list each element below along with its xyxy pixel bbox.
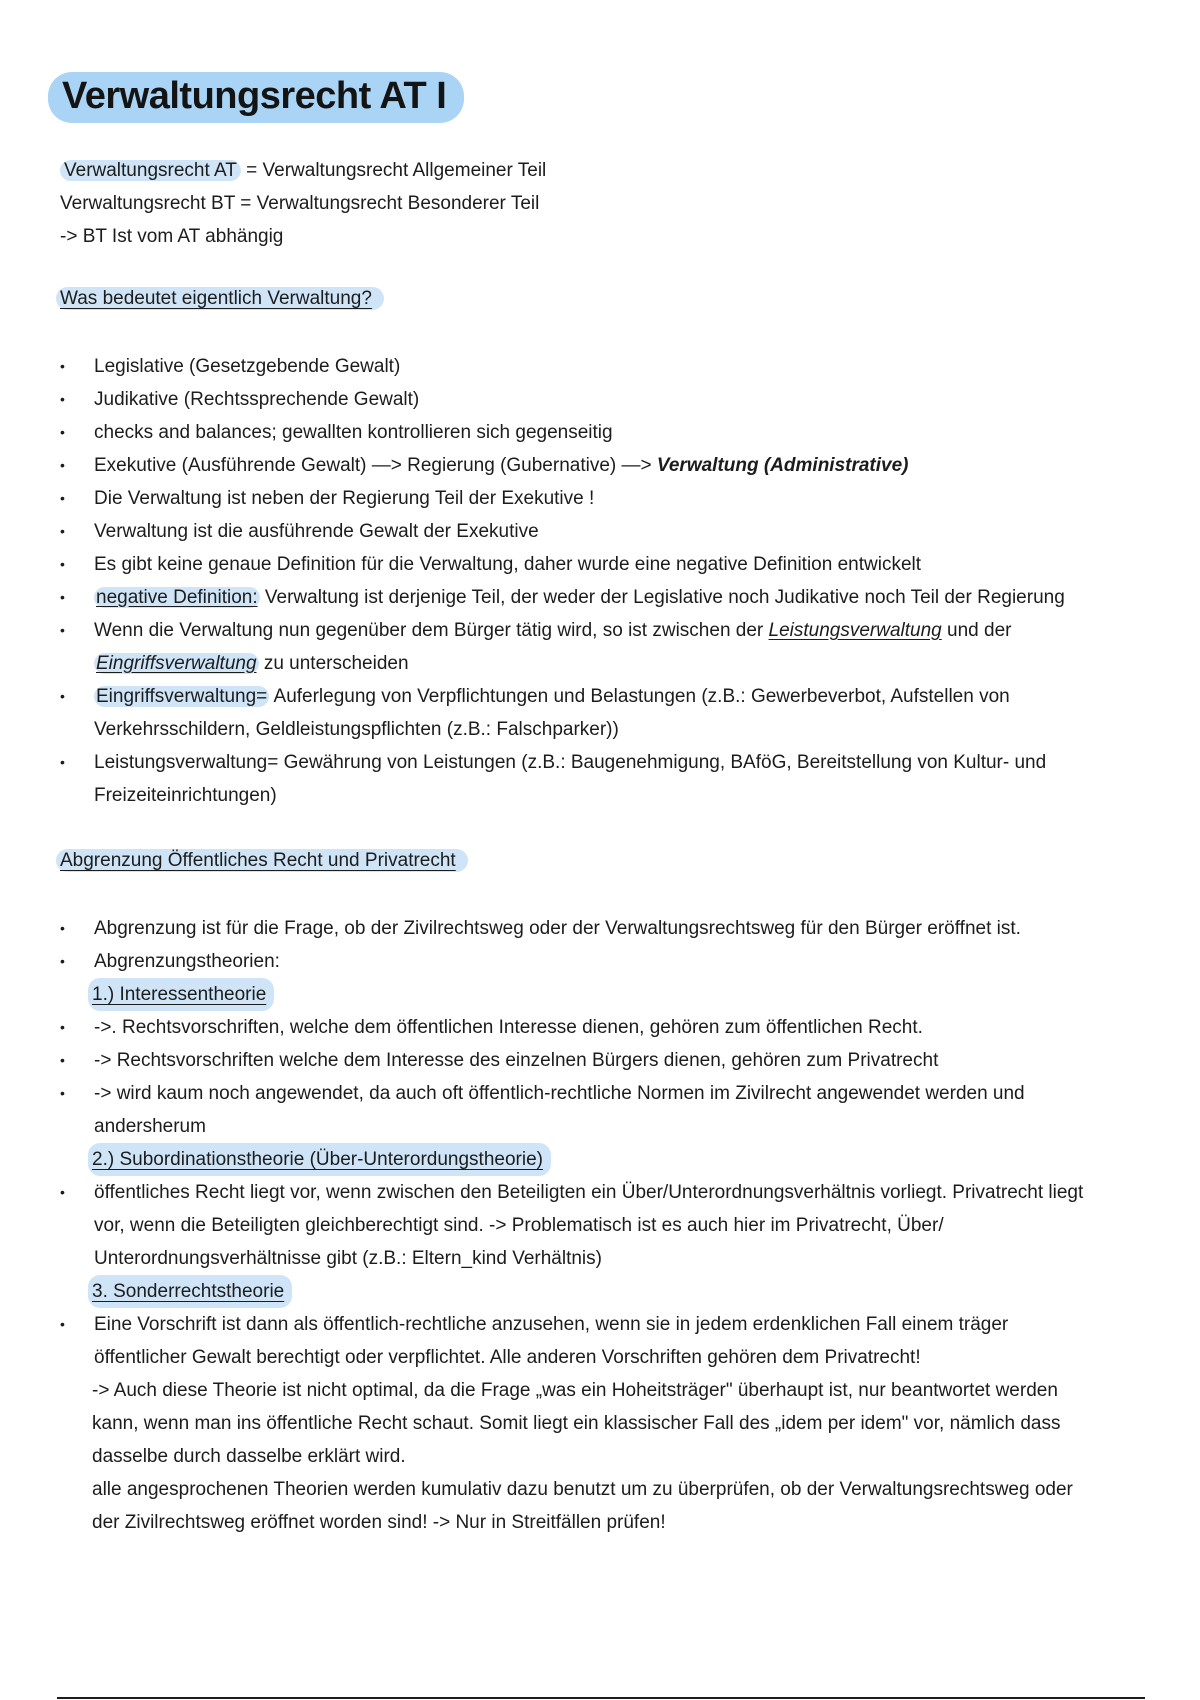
bt-definition: = Verwaltungsrecht Besonderer Teil bbox=[240, 193, 540, 214]
bottom-divider bbox=[57, 1697, 1145, 1699]
sonderrechtstheorie-critique: -> Auch diese Theorie ist nicht optimal, da die Frage „was ein Hoheitsträger" überhaupt ist, nur beantwortet werden kann, wenn man ins öffentliche Recht schaut. Somit liegt ein klassischer Fall des „idem per idem" vor, nämlich dass dasselbe durch dasselbe erklärt wird. bbox=[92, 1380, 1061, 1467]
list-item: • Die Verwaltung ist neben der Regierung Teil der Exekutive ! bbox=[60, 488, 595, 509]
list-item: • checks and balances; gewallten kontrollieren sich gegenseitig bbox=[60, 422, 613, 443]
theory-heading-subordinationstheorie: 2.) Subordinationstheorie (Über-Unterordungstheorie) bbox=[60, 1143, 1140, 1176]
title-block bbox=[48, 72, 464, 123]
list-item: • Exekutive (Ausführende Gewalt) —> Regierung (Gubernative) —> Verwaltung (Administrative) bbox=[60, 455, 909, 476]
bt-term: Verwaltungsrecht BT bbox=[60, 193, 235, 214]
list-item: • Abgrenzung ist für die Frage, ob der Zivilrechtsweg oder der Verwaltungsrechtsweg für den Bürger eröffnet ist. bbox=[60, 918, 1021, 939]
at-term: Verwaltungsrecht AT bbox=[60, 160, 241, 181]
verwaltung-bullet-list bbox=[60, 350, 1140, 812]
eingriffsverwaltung-definition-term: Eingriffsverwaltung= bbox=[96, 686, 268, 707]
list-item: • -> wird kaum noch angewendet, da auch oft öffentlich-rechtliche Normen im Zivilrecht angewendet werden und andersherum bbox=[60, 1083, 1025, 1137]
list-item: • Eingriffsverwaltung= Auferlegung von Verpflichtungen und Belastungen (z.B.: Gewerbeverbot, Aufstellen von Verkehrsschildern, Geldleistungspflichten (z.B.: Falschparker)) bbox=[60, 686, 1010, 740]
abbreviation-block bbox=[60, 154, 546, 253]
list-item: • Verwaltung ist die ausführende Gewalt der Exekutive bbox=[60, 521, 539, 542]
section-heading-verwaltung: Was bedeutet eigentlich Verwaltung? bbox=[60, 288, 384, 310]
list-item: • Es gibt keine genaue Definition für die Verwaltung, daher wurde eine negative Definition entwickelt bbox=[60, 554, 922, 575]
conclusion-paragraph: alle angesprochenen Theorien werden kumulativ dazu benutzt um zu überprüfen, ob der Verwaltungsrechtsweg oder der Zivilrechtsweg eröffnet worden sind! -> Nur in Streitfällen prüfen! bbox=[92, 1479, 1073, 1533]
theory-heading-sonderrechtstheorie: 3. Sonderrechtstheorie bbox=[60, 1275, 1140, 1308]
list-item: • Leistungsverwaltung= Gewährung von Leistungen (z.B.: Baugenehmigung, BAföG, Bereitstellung von Kultur- und Freizeiteinrichtungen) bbox=[60, 752, 1047, 806]
list-item: • ->. Rechtsvorschriften, welche dem öffentlichen Interesse dienen, gehören zum öffentlichen Recht. bbox=[60, 1017, 923, 1038]
theory-heading-interessentheorie: 1.) Interessentheorie bbox=[60, 978, 1140, 1011]
list-item: • Legislative (Gesetzgebende Gewalt) bbox=[60, 356, 401, 377]
list-item: • Eine Vorschrift ist dann als öffentlich-rechtliche anzusehen, wenn sie in jedem erdenklichen Fall einem träger öffentlicher Gewalt berechtigt oder verpflichtet. Alle anderen Vorschriften gehören dem Privatrecht! bbox=[60, 1314, 1009, 1368]
section-heading-abgrenzung: Abgrenzung Öffentliches Recht und Privatrecht bbox=[60, 850, 468, 872]
list-item: • öffentliches Recht liegt vor, wenn zwischen den Beteiligten ein Über/Unterordnungsverhältnis vorliegt. Privatrecht liegt vor, wenn die Beteiligten gleichberechtigt sind. -> Problematisch ist es auch hier im Privatrecht, Über/ Unterordnungsverhältnisse gibt (z.B.: Eltern_kind Verhältnis) bbox=[60, 1182, 1084, 1269]
eingriffsverwaltung-term: Eingriffsverwaltung bbox=[96, 653, 257, 674]
at-definition: = Verwaltungsrecht Allgemeiner Teil bbox=[246, 160, 547, 181]
dependency-note: -> BT Ist vom AT abhängig bbox=[60, 226, 284, 247]
negative-definition-term: negative Definition: bbox=[96, 587, 258, 608]
list-item: • Judikative (Rechtssprechende Gewalt) bbox=[60, 389, 420, 410]
abgrenzung-bullet-list bbox=[60, 912, 1140, 1539]
list-item: • Abgrenzungstheorien: bbox=[60, 951, 280, 972]
list-item: • -> Rechtsvorschriften welche dem Interesse des einzelnen Bürgers dienen, gehören zum Privatrecht bbox=[60, 1050, 939, 1071]
leistungsverwaltung-term: Leistungsverwaltung bbox=[768, 620, 942, 641]
page-title: Verwaltungsrecht AT I bbox=[48, 72, 464, 123]
list-item: • Wenn die Verwaltung nun gegenüber dem Bürger tätig wird, so ist zwischen der Leistungsverwaltung und der Eingriffsverwaltung zu unterscheiden bbox=[60, 620, 1012, 674]
list-item: • negative Definition: Verwaltung ist derjenige Teil, der weder der Legislative noch Judikative noch Teil der Regierung bbox=[60, 587, 1065, 608]
verwaltung-emphasis: Verwaltung (Administrative) bbox=[656, 455, 909, 476]
